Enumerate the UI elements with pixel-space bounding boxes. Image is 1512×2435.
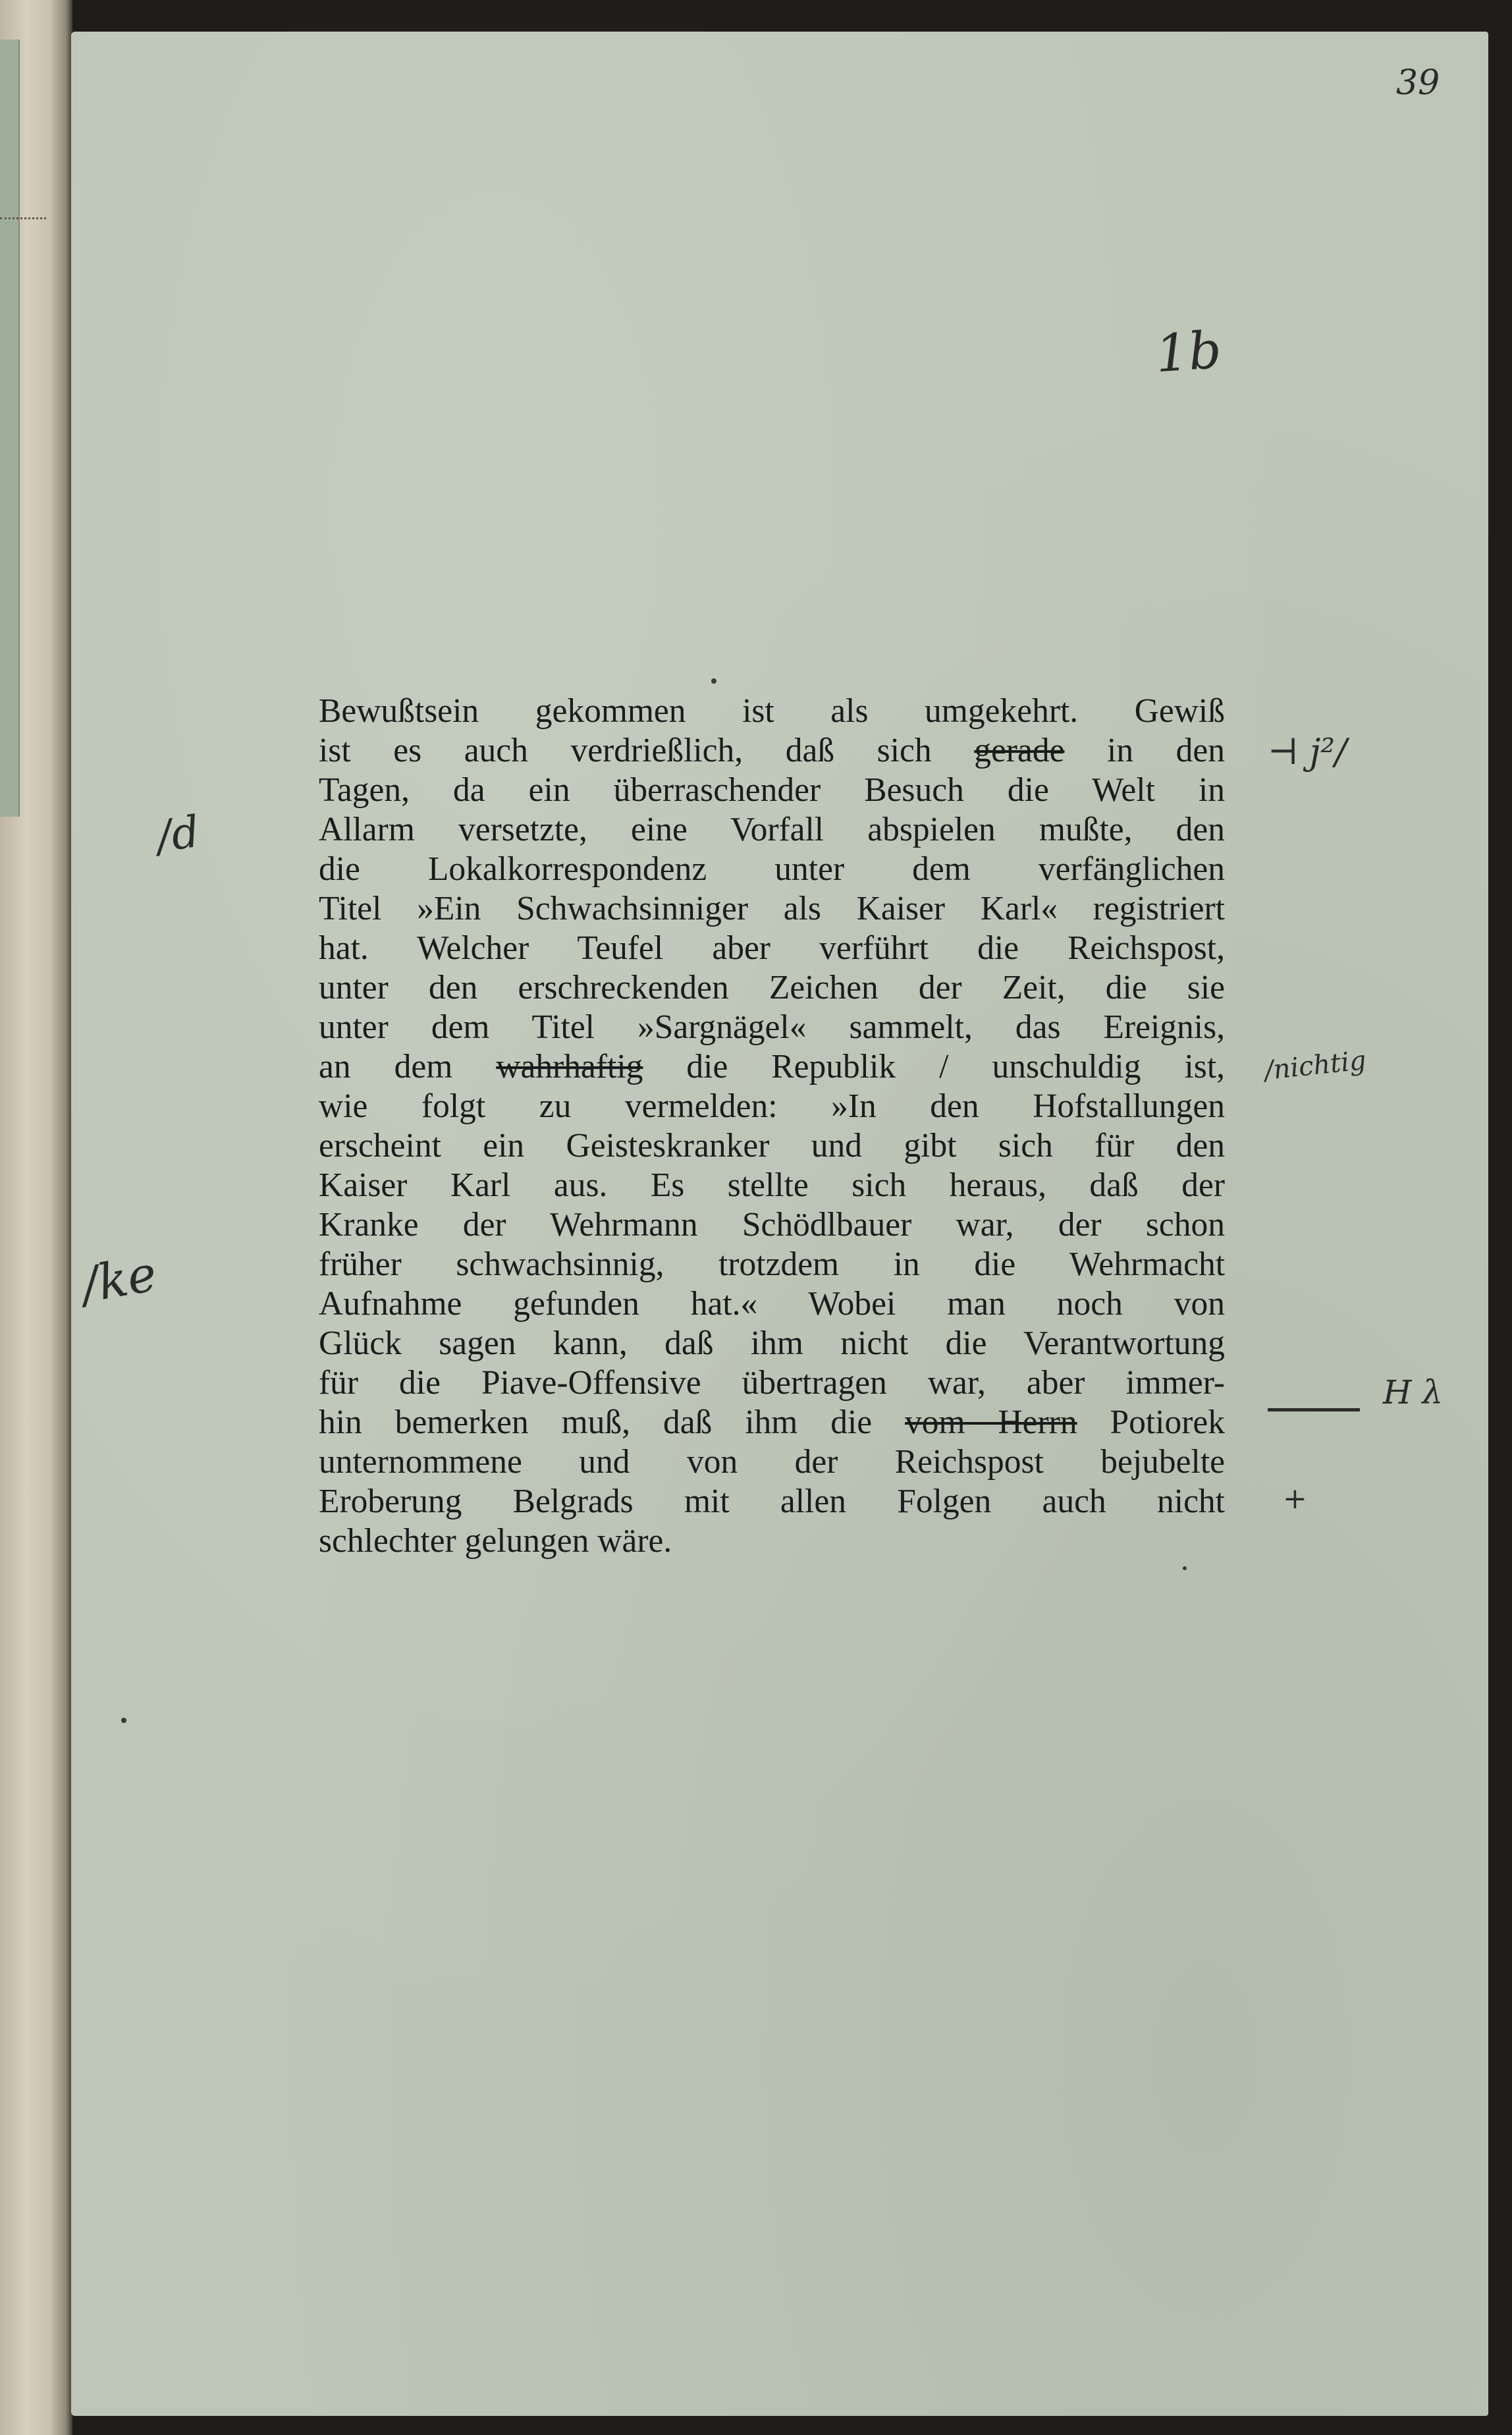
text-segment: die Republik / unschuldig ist, [643,1048,1225,1085]
struck-word: wahrhaftig [496,1048,643,1085]
body-text [319,692,1225,1561]
binding-tab [0,40,20,817]
margin-note-right-4: + [1283,1482,1307,1516]
margin-note-left-1: /d [153,806,203,863]
text-segment: früher schwachsinnig, trotzdem in die Wehrmacht [319,1245,1225,1283]
text-line [319,1284,1225,1324]
margin-strike-mark [1268,1408,1360,1411]
binding-edge [0,0,72,2435]
margin-note-right-1: ⊣ j²/ [1268,731,1347,773]
text-segment: hat. Welcher Teufel aber verführt die Reichspost, [319,929,1225,967]
text-line [319,1008,1225,1047]
text-segment: die Lokalkorrespondenz unter dem verfänglichen [319,850,1225,888]
struck-word: gerade [974,732,1065,769]
text-line [319,810,1225,850]
text-segment: Bewußtsein gekommen ist als umgekehrt. Gewiß [319,692,1225,730]
text-segment: Allarm versetzte, eine Vorfall abspielen mußte, den [319,811,1225,848]
margin-note-right-3: H λ [1383,1373,1444,1411]
text-line [319,1324,1225,1363]
ink-speck [121,1718,126,1723]
text-segment: Tagen, da ein überraschender Besuch die Welt in [319,771,1225,809]
text-segment: hin bemerken muß, daß ihm die [319,1404,905,1441]
text-segment: unter dem Titel »Sargnägel« sammelt, das Ereignis, [319,1008,1225,1046]
handwritten-top-mark: 1b [1153,320,1224,385]
text-segment: an dem [319,1048,497,1085]
text-segment: in den [1064,732,1225,769]
page-number: 39 [1396,63,1440,103]
text-line [319,1047,1225,1087]
binding-dotted-line [0,217,46,219]
text-segment: für die Piave-Offensive übertragen war, aber immer- [319,1364,1225,1402]
text-segment: erscheint ein Geisteskranker und gibt sich für den [319,1127,1225,1164]
text-segment: Kranke der Wehrmann Schödlbauer war, der schon [319,1206,1225,1244]
text-segment: unternommene und von der Reichspost bejubelte [319,1443,1225,1481]
text-line [319,850,1225,889]
text-segment: schlechter gelungen wäre. [319,1522,672,1560]
text-line [319,692,1225,731]
ink-speck [711,678,716,684]
text-line [319,1166,1225,1205]
margin-note-left-2: /ke [77,1245,161,1315]
text-line [319,929,1225,968]
text-segment: ist es auch verdrießlich, daß sich [319,732,975,769]
text-segment: wie folgt zu vermelden: »In den Hofstallungen [319,1087,1225,1125]
struck-word: vom Herrn [905,1404,1077,1441]
text-line [319,1245,1225,1284]
text-line [319,1363,1225,1403]
text-segment: unter den erschreckenden Zeichen der Zeit, die sie [319,969,1225,1006]
text-segment: Eroberung Belgrads mit allen Folgen auch nicht [319,1483,1225,1520]
ink-speck [1183,1566,1187,1570]
text-line [319,1126,1225,1166]
text-line [319,771,1225,810]
text-segment: Aufnahme gefunden hat.« Wobei man noch von [319,1285,1225,1323]
text-segment: Titel »Ein Schwachsinniger als Kaiser Karl« registriert [319,890,1225,927]
text-line [319,889,1225,929]
text-segment: Potiorek [1077,1404,1225,1441]
text-segment: Kaiser Karl aus. Es stellte sich heraus, daß der [319,1166,1225,1204]
text-line [319,968,1225,1008]
text-segment: Glück sagen kann, daß ihm nicht die Verantwortung [319,1325,1225,1362]
margin-note-right-2: /nichtig [1263,1045,1368,1086]
text-line [319,731,1225,771]
text-line [319,1205,1225,1245]
text-line [319,1482,1225,1521]
text-line [319,1087,1225,1126]
text-line [319,1403,1225,1442]
text-line [319,1442,1225,1482]
text-line [319,1521,1225,1561]
